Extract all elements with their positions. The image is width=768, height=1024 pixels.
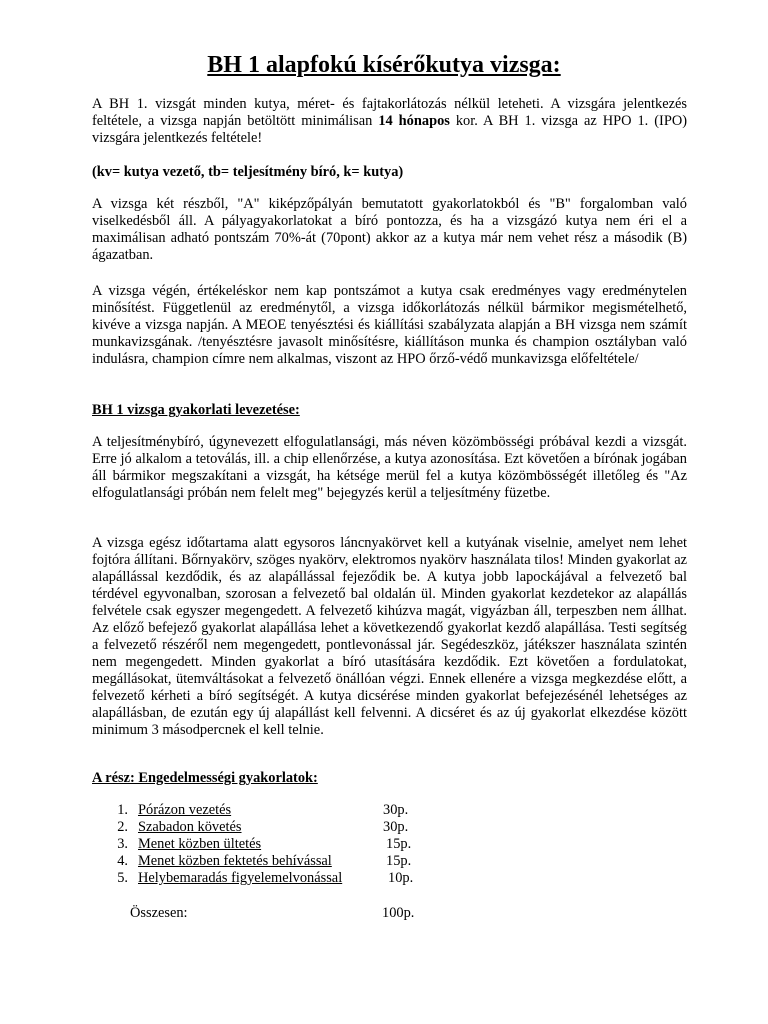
item-points: 15p. [386,853,412,869]
item-number: 1. [117,802,128,818]
intro-paragraph [92,96,687,147]
total-row [130,905,450,922]
heading-practical: BH 1 vizsga gyakorlati levezetése: [92,402,300,418]
list-item [108,819,438,836]
abbreviation-legend: (kv= kutya vezető, tb= teljesítmény bíró, k= kutya) [92,164,404,180]
list-item [108,836,438,853]
item-label: Helybemaradás figyelemelvonással [138,870,343,886]
paragraph-exam-parts: A vizsga két részből, "A" kiképzőpályán bemutatott gyakorlatokból és "B" forgalomban való viselkedésből áll. A pályagyakorlatokat a bíró pontozza, és ha a vizsgázó kutya nem éri el a maximálisan adható pontszám 70%-át (70pont) akkor az a kutya már nem vehet rész a második (B) ágazatban. [92,196,687,263]
item-number: 5. [117,870,128,886]
item-points: 15p. [386,836,412,852]
total-points: 100p. [382,905,415,921]
list-item [108,870,438,887]
total-label: Összesen: [130,905,188,921]
heading-part-a: A rész: Engedelmességi gyakorlatok: [92,770,318,786]
item-points: 10p. [388,870,414,886]
item-label: Pórázon vezetés [138,802,232,818]
intro-text-1: A BH 1. vizsgát minden kutya, méret- és fajtakorlátozás nélkül leteheti. A vizsgára jelentkezés feltétele, a vizsga napján betöltött minimálisan [92,96,687,129]
item-points: 30p. [383,819,409,835]
list-item [108,853,438,870]
paragraph-judge: A teljesítménybíró, úgynevezett elfogulatlansági, más néven közömbösségi próbával kezdi a vizsgát. Erre jó alkalom a tetoválás, ill. a chip ellenőrzése, a kutya azonosítása. Ezt követően a bírónak jogában áll bármikor megszakítani a vizsgát, ha kétsége merül fel a kutya közömbösségét illetőleg és "Az elfogulatlansági próbán nem felelt meg" bejegyzés kerül a teljesítmény füzetbe. [92,434,687,501]
item-number: 4. [117,853,128,869]
intro-age-bold: 14 hónapos [378,113,450,129]
item-label: Menet közben fektetés behívással [138,853,332,869]
paragraph-evaluation: A vizsga végén, értékeléskor nem kap pontszámot a kutya csak eredményes vagy eredménytelen minősítést. Függetlenül az eredménytől, a vizsga időkorlátozás nélkül bármikor megismételhető, kivéve a vizsga napján. A MEOE tenyésztési és kiállítási szabályzata alapján a BH vizsga nem számít munkavizsgának. /tenyésztésre javasolt minősítésre, kiállításon munka és champion osztályban való indulásra, champion címre nem alkalmas, viszont az HPO őrző-védő munkavizsga előfeltétele/ [92,283,687,367]
page-title: BH 1 alapfokú kísérőkutya vizsga: [207,52,561,78]
intro-text-2: kor. A BH 1. vizsga az HPO 1. (IPO) vizsgára jelentkezés feltétele! [92,113,688,146]
paragraph-rules: A vizsga egész időtartama alatt egysoros láncnyakörvet kell a kutyának viselnie, amelyet nem lehet fojtóra állítani. Bőrnyakörv, szöges nyakörv, elektromos nyakörv használata tilos! Minden gyakorlat az alapállással kezdődik, és az alapállással fejeződik be. A kutya jobb lapockájával a felvezető bal térdével egyvonalban, szorosan a felvezető bal oldalán ül. Minden gyakorlat kezdetekor az alapállás felvétele csak egyszer megengedett. A felvezető kihúzva magát, vigyázban áll, terpeszben nem állhat. Az előző befejező gyakorlat alapállása lehet a következendő gyakorlat kezdő alapállása. Testi segítség a felvezető részéről nem megengedett, pontlevonással jár. Segédeszköz, játékszer használata szintén nem megengedett. Minden gyakorlat a bíró utasítására kezdődik. Ezt követően a fordulatokat, megállásokat, ütemváltásokat a felvezető önállóan végzi. Ennek ellenére a vizsga megkezdése előtt, a felvezető kérheti a bíró segítségét. A kutya dicsérése minden gyakorlat befejezésénél lehetséges az alapállásban, de ezután egy új alapállást kell felvenni. A dicséret és az új gyakorlat elkezdése között minimum 3 másodpercnek el kell telnie. [92,535,687,738]
item-points: 30p. [383,802,409,818]
exercise-list [108,802,438,887]
item-label: Szabadon követés [138,819,242,835]
item-number: 2. [117,819,128,835]
list-item [108,802,438,819]
item-label: Menet közben ültetés [138,836,262,852]
item-number: 3. [117,836,128,852]
